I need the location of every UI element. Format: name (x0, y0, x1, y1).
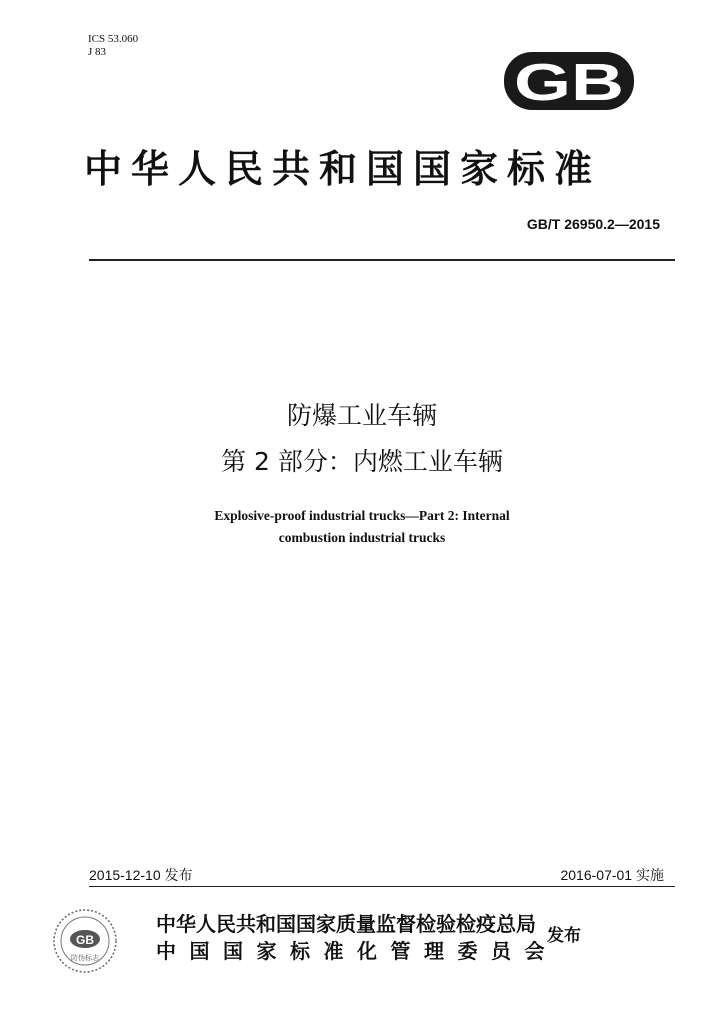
title-en-line1: Explosive-proof industrial trucks—Part 2: Internal (214, 508, 510, 523)
title-en-line2: combustion industrial trucks (278, 530, 446, 545)
seal-bottom-text: 防伪标志 (71, 954, 99, 962)
title-cn-line2: 第 2 部分：内燃工业车辆 (221, 447, 503, 476)
title-cn-line1: 防爆工业车辆 (286, 401, 437, 430)
seal-graphic (50, 906, 120, 976)
ics-code: ICS 53.060 (88, 33, 139, 45)
issuer-line2: 中国国家标准化管理委员会 (156, 939, 558, 963)
anti-counterfeit-seal (50, 906, 120, 976)
national-standard-heading: 中华人民共和国国家标准 (84, 146, 602, 191)
publish-label: 发布 (547, 926, 581, 946)
bottom-divider (89, 886, 675, 887)
standard-number: GB/T 26950.2—2015 (526, 216, 660, 232)
implementation-date: 2016-07-01 实施 (560, 867, 664, 883)
issue-date: 2015-12-10 发布 (89, 867, 193, 883)
gb-logo-text: GB (514, 54, 624, 112)
ccs-code: J 83 (88, 46, 107, 58)
classification-codes (88, 33, 138, 59)
top-divider (89, 259, 675, 261)
issuer-line1: 中华人民共和国国家质量监督检验检疫总局 (156, 912, 536, 936)
seal-center-text: GB (76, 933, 94, 947)
gb-logo (498, 42, 640, 118)
gb-logo-graphic (498, 42, 640, 118)
